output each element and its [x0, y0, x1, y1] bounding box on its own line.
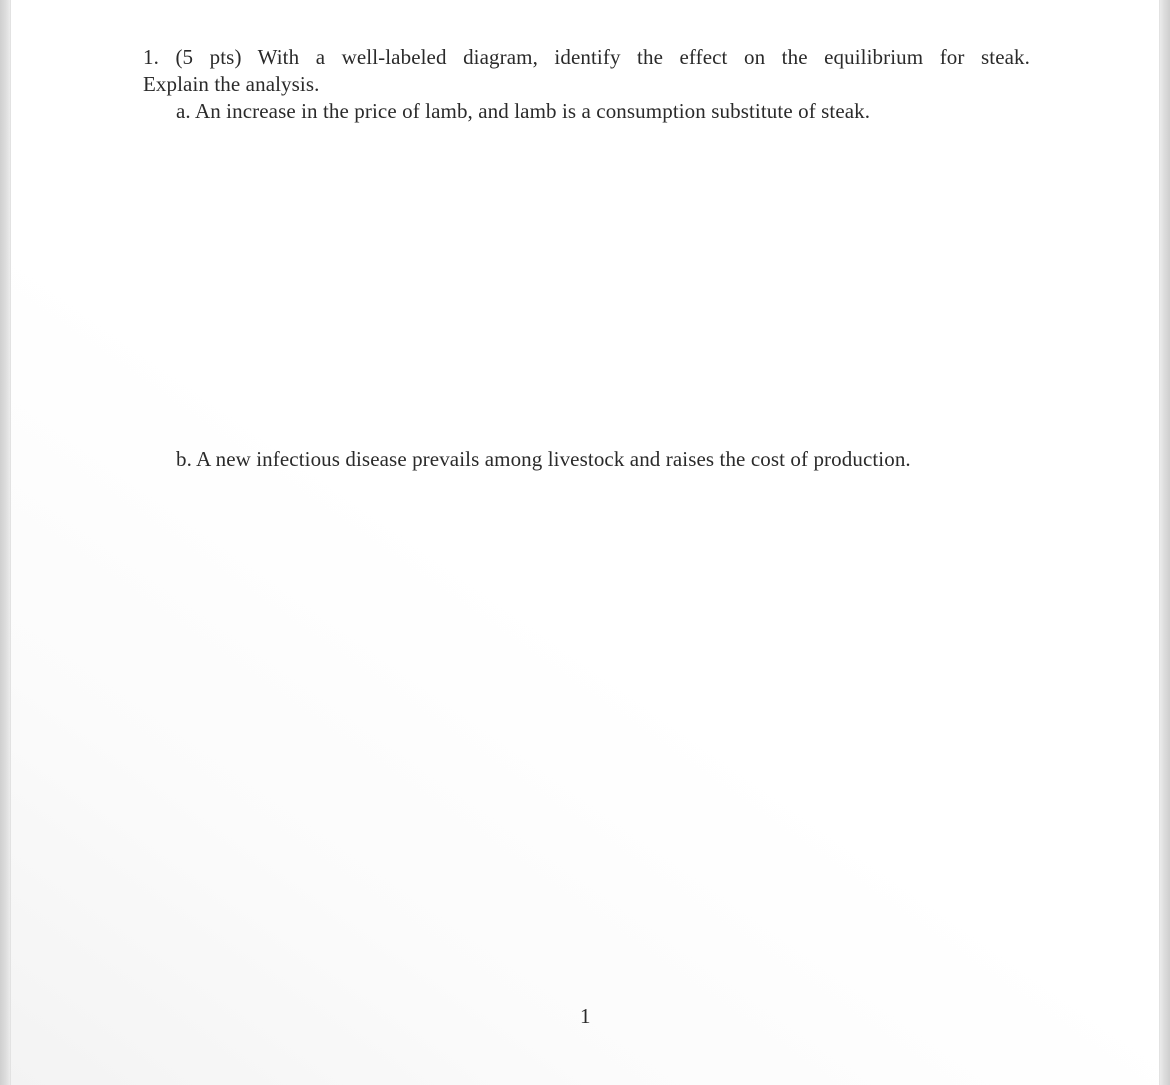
question-text-line-1: 1. (5 pts) With a well-labeled diagram, identify the effect on the equilibrium for steak. [143, 45, 1030, 69]
question-part-b: b. A new infectious disease prevails among livestock and raises the cost of production. [176, 447, 911, 471]
document-page [10, 0, 1160, 1085]
viewer-right-edge [1160, 0, 1170, 1085]
viewer-left-edge [0, 0, 10, 1085]
question-text-line-2: Explain the analysis. [143, 72, 320, 96]
page-number: 1 [580, 1004, 591, 1028]
question-part-a: a. An increase in the price of lamb, and lamb is a consumption substitute of steak. [176, 99, 871, 123]
